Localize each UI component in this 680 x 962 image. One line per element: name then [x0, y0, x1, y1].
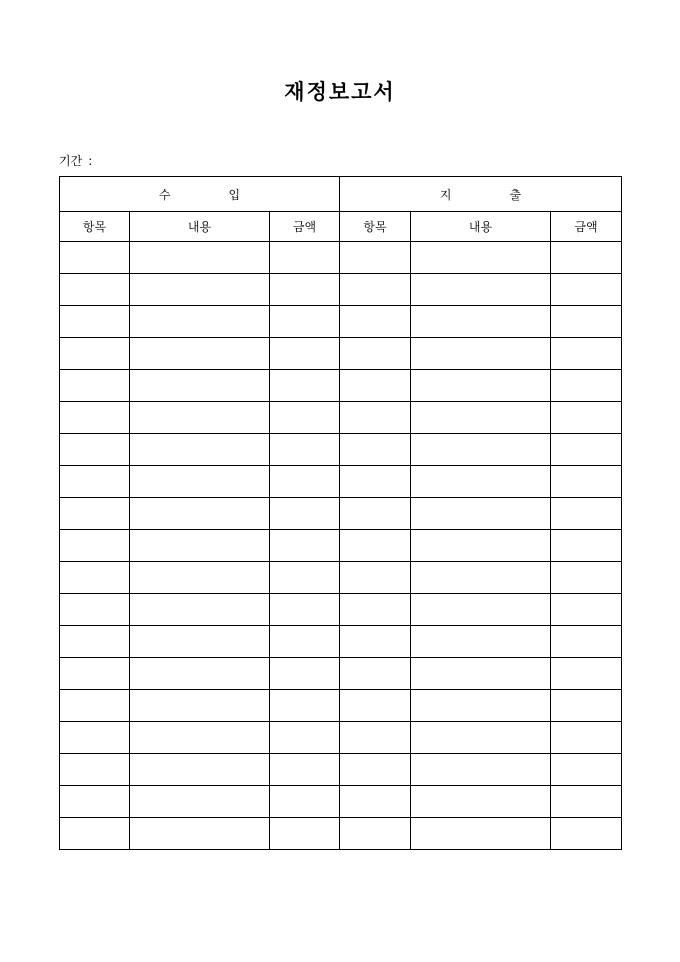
expense-content-cell[interactable]: [411, 658, 551, 690]
income-content-cell[interactable]: [130, 306, 270, 338]
expense-amount-cell[interactable]: [551, 306, 622, 338]
income-content-cell[interactable]: [130, 370, 270, 402]
expense-item-cell[interactable]: [340, 338, 411, 370]
expense-item-cell[interactable]: [340, 530, 411, 562]
expense-content-cell[interactable]: [411, 818, 551, 850]
expense-content-cell[interactable]: [411, 530, 551, 562]
income-item-cell[interactable]: [60, 370, 130, 402]
income-amount-cell[interactable]: [270, 594, 340, 626]
income-amount-cell[interactable]: [270, 690, 340, 722]
expense-content-cell[interactable]: [411, 498, 551, 530]
expense-content-cell[interactable]: [411, 338, 551, 370]
table-row: [60, 594, 622, 626]
expense-amount-cell[interactable]: [551, 434, 622, 466]
income-item-cell[interactable]: [60, 274, 130, 306]
income-content-cell[interactable]: [130, 402, 270, 434]
expense-content-cell[interactable]: [411, 786, 551, 818]
expense-amount-cell[interactable]: [551, 594, 622, 626]
income-content-cell[interactable]: [130, 466, 270, 498]
table-row: [60, 722, 622, 754]
column-header-row: [60, 212, 622, 242]
period-colon: :: [88, 154, 93, 168]
income-amount-cell[interactable]: [270, 722, 340, 754]
expense-header-left: 지: [439, 187, 452, 202]
expense-item-cell[interactable]: [340, 722, 411, 754]
income-amount-cell[interactable]: [270, 402, 340, 434]
expense-item-cell[interactable]: [340, 690, 411, 722]
income-content-cell[interactable]: [130, 722, 270, 754]
table-row: [60, 786, 622, 818]
table-row: [60, 306, 622, 338]
income-amount-cell[interactable]: [270, 274, 340, 306]
income-item-cell[interactable]: [60, 306, 130, 338]
expense-content-cell[interactable]: [411, 722, 551, 754]
expense-item-cell[interactable]: [340, 754, 411, 786]
expense-item-cell[interactable]: [340, 786, 411, 818]
table-row: [60, 338, 622, 370]
income-content-cell[interactable]: [130, 626, 270, 658]
income-content-cell[interactable]: [130, 786, 270, 818]
expense-content-cell[interactable]: [411, 434, 551, 466]
expense-content-cell[interactable]: [411, 754, 551, 786]
income-content-cell[interactable]: [130, 498, 270, 530]
expense-amount-cell[interactable]: [551, 658, 622, 690]
income-amount-cell[interactable]: [270, 562, 340, 594]
income-content-cell[interactable]: [130, 530, 270, 562]
table-row: [60, 370, 622, 402]
income-amount-cell[interactable]: [270, 242, 340, 274]
expense-item-cell[interactable]: [340, 562, 411, 594]
expense-content-cell[interactable]: [411, 466, 551, 498]
table-row: [60, 530, 622, 562]
income-item-cell[interactable]: [60, 722, 130, 754]
income-amount-cell[interactable]: [270, 530, 340, 562]
income-amount-cell[interactable]: [270, 466, 340, 498]
income-item-cell[interactable]: [60, 754, 130, 786]
income-header-left: 수: [158, 187, 171, 202]
table-row: [60, 274, 622, 306]
table-row: [60, 402, 622, 434]
income-content-cell[interactable]: [130, 274, 270, 306]
income-header-right: 입: [228, 187, 241, 202]
income-amount-cell[interactable]: [270, 434, 340, 466]
income-item-cell[interactable]: [60, 690, 130, 722]
expense-item-cell[interactable]: [340, 498, 411, 530]
expense-item-cell[interactable]: [340, 274, 411, 306]
expense-item-cell[interactable]: [340, 402, 411, 434]
expense-content-cell[interactable]: [411, 594, 551, 626]
income-content-cell[interactable]: [130, 338, 270, 370]
income-item-cell[interactable]: [60, 594, 130, 626]
income-item-cell[interactable]: [60, 402, 130, 434]
table-row: [60, 690, 622, 722]
income-content-cell[interactable]: [130, 594, 270, 626]
income-item-cell[interactable]: [60, 530, 130, 562]
income-amount-cell[interactable]: [270, 370, 340, 402]
table-row: [60, 466, 622, 498]
expense-content-cell[interactable]: [411, 562, 551, 594]
income-content-header: 내용: [130, 212, 270, 242]
table-row: [60, 658, 622, 690]
table-body: [60, 242, 622, 850]
expense-item-cell[interactable]: [340, 370, 411, 402]
expense-amount-cell[interactable]: [551, 722, 622, 754]
expense-header-right: 출: [509, 187, 522, 202]
expense-content-cell[interactable]: [411, 370, 551, 402]
expense-amount-cell[interactable]: [551, 530, 622, 562]
expense-item-cell[interactable]: [340, 434, 411, 466]
expense-amount-cell[interactable]: [551, 338, 622, 370]
finance-report-table: [59, 176, 622, 850]
income-amount-header: 금액: [270, 212, 340, 242]
income-amount-cell[interactable]: [270, 498, 340, 530]
period-label: 기간: [59, 154, 83, 168]
income-item-cell[interactable]: [60, 466, 130, 498]
expense-amount-cell[interactable]: [551, 690, 622, 722]
expense-amount-cell[interactable]: [551, 466, 622, 498]
income-section-header: [60, 177, 340, 212]
expense-amount-cell[interactable]: [551, 754, 622, 786]
expense-item-header: 항목: [340, 212, 411, 242]
expense-content-cell[interactable]: [411, 402, 551, 434]
income-item-cell[interactable]: [60, 338, 130, 370]
income-amount-cell[interactable]: [270, 786, 340, 818]
expense-content-cell[interactable]: [411, 626, 551, 658]
income-content-cell[interactable]: [130, 562, 270, 594]
expense-item-cell[interactable]: [340, 242, 411, 274]
income-item-cell[interactable]: [60, 818, 130, 850]
expense-content-cell[interactable]: [411, 274, 551, 306]
expense-amount-cell[interactable]: [551, 370, 622, 402]
income-content-cell[interactable]: [130, 754, 270, 786]
expense-item-cell[interactable]: [340, 466, 411, 498]
section-header-row: [60, 177, 622, 212]
expense-amount-cell[interactable]: [551, 402, 622, 434]
expense-item-cell[interactable]: [340, 818, 411, 850]
expense-amount-cell[interactable]: [551, 786, 622, 818]
income-item-header: 항목: [60, 212, 130, 242]
income-item-cell[interactable]: [60, 626, 130, 658]
expense-item-cell[interactable]: [340, 658, 411, 690]
income-amount-cell[interactable]: [270, 306, 340, 338]
table-row: [60, 434, 622, 466]
expense-content-cell[interactable]: [411, 690, 551, 722]
income-item-cell[interactable]: [60, 434, 130, 466]
period-field: [59, 152, 92, 169]
income-item-cell[interactable]: [60, 562, 130, 594]
income-amount-cell[interactable]: [270, 658, 340, 690]
expense-amount-cell[interactable]: [551, 498, 622, 530]
table-row: [60, 626, 622, 658]
income-amount-cell[interactable]: [270, 754, 340, 786]
income-item-cell[interactable]: [60, 498, 130, 530]
expense-item-cell[interactable]: [340, 306, 411, 338]
income-content-cell[interactable]: [130, 690, 270, 722]
expense-amount-cell[interactable]: [551, 242, 622, 274]
expense-amount-cell[interactable]: [551, 562, 622, 594]
expense-amount-cell[interactable]: [551, 818, 622, 850]
table-row: [60, 818, 622, 850]
expense-section-header: [340, 177, 622, 212]
expense-content-header: 내용: [411, 212, 551, 242]
income-content-cell[interactable]: [130, 818, 270, 850]
expense-content-cell[interactable]: [411, 242, 551, 274]
income-item-cell[interactable]: [60, 658, 130, 690]
expense-content-cell[interactable]: [411, 306, 551, 338]
income-content-cell[interactable]: [130, 242, 270, 274]
document-title: 재정보고서: [284, 79, 396, 104]
income-content-cell[interactable]: [130, 434, 270, 466]
expense-item-cell[interactable]: [340, 594, 411, 626]
income-item-cell[interactable]: [60, 786, 130, 818]
table-row: [60, 498, 622, 530]
table-row: [60, 242, 622, 274]
expense-amount-header: 금액: [551, 212, 622, 242]
table-row: [60, 754, 622, 786]
income-amount-cell[interactable]: [270, 818, 340, 850]
table-row: [60, 562, 622, 594]
expense-amount-cell[interactable]: [551, 274, 622, 306]
expense-item-cell[interactable]: [340, 626, 411, 658]
income-amount-cell[interactable]: [270, 626, 340, 658]
expense-amount-cell[interactable]: [551, 626, 622, 658]
income-amount-cell[interactable]: [270, 338, 340, 370]
income-item-cell[interactable]: [60, 242, 130, 274]
income-content-cell[interactable]: [130, 658, 270, 690]
